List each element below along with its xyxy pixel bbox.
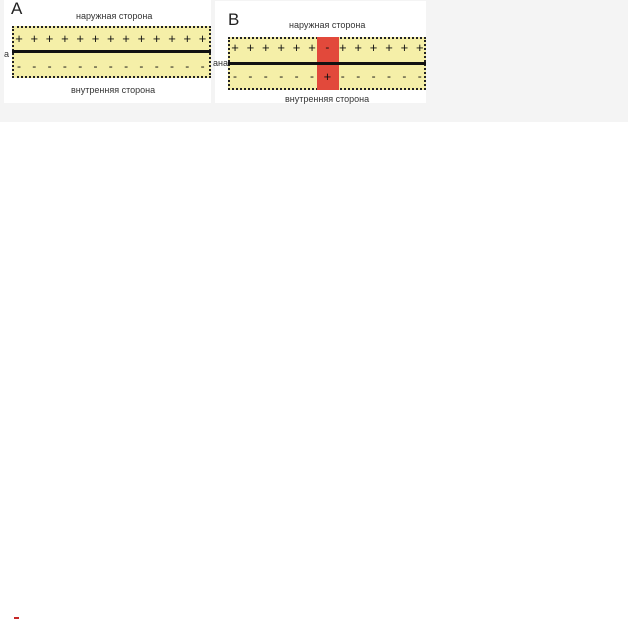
panel-a-top-plus-sign: + [152,31,161,46]
panel-a-bottom-minus-sign: - [170,59,174,73]
panel-b-top-plus-sign: + [369,40,378,55]
panel-b-outer-label: наружная сторона [289,20,366,30]
panel-b-bottom-minus-sign: - [340,69,345,83]
panel-b-top-plus-sign: + [416,40,424,55]
panel-b-inner-label: внутренняя сторона [285,94,370,104]
panel-a-bottom-minus-sign: - [185,59,190,73]
panel-a-membrane-line [12,50,211,53]
panel-b-bottom-minus-sign: - [387,69,391,83]
panel-a-bottom-minus-sign: - [47,59,52,73]
panel-b-letter: B [228,10,240,29]
panel-a-outer-label: наружная сторона [76,11,153,21]
panel-a-bottom-minus-sign: - [62,59,67,73]
panel-a-bottom-minus-sign: - [124,59,129,73]
panel-a-bottom-minus-sign: - [139,59,144,73]
panel-a-top-plus-sign: + [15,31,23,46]
panel-a-cut-label: а [4,49,10,59]
panel-b-bottom-minus-sign: - [417,69,422,83]
panel-b-bottom-minus-sign: - [233,69,237,83]
panel-b-bottom-minus-sign: - [248,69,253,83]
panel-b-cut-label: ана [213,58,228,68]
panel-b-top-plus-sign: + [308,40,316,55]
panel-a-bottom-minus-sign: - [32,59,37,73]
panel-a-inner-label: внутренняя сторона [71,85,156,95]
panel-a-top-plus-sign: + [198,31,207,46]
panel-b-top-plus-sign: + [354,40,362,55]
panel-a-top-plus-sign: + [45,31,54,46]
panel-a-bottom-minus-sign: - [93,59,98,73]
panel-a-top-plus-sign: + [76,31,84,46]
panel-b-membrane-line [228,62,426,65]
panel-a-bottom-minus-sign: - [108,59,113,73]
panel-a-top-plus-sign: + [137,31,146,46]
panel-b-top-plus-sign: + [246,40,255,55]
panel-a-letter: A [11,0,23,18]
panel-b-top-plus-sign: + [292,40,301,55]
panel-b-bottom-minus-sign: - [371,69,376,83]
panel-b-bottom-minus-sign: - [356,69,361,83]
panel-b-top-plus-sign: + [277,40,285,55]
panel-b-bottom-minus-sign: - [310,69,314,83]
panel-a [4,0,211,103]
panel-a-bottom-minus-sign: - [200,59,205,73]
panel-a-top-plus-sign: + [61,31,69,46]
panel-b-bottom-plus-sign: + [323,69,332,84]
panel-a-bottom-minus-sign: - [78,59,83,73]
panel-a-top-plus-sign: + [183,31,192,46]
panel-b-top-plus-sign: + [400,40,409,55]
panel-b [215,1,426,103]
panel-a-top-plus-sign: + [122,31,130,46]
panel-b-bottom-minus-sign: - [402,69,407,83]
panel-b-bottom-minus-sign: - [279,69,284,83]
panel-a-top-plus-sign: + [107,31,115,46]
panel-b-top-plus-sign: + [262,40,270,55]
panel-a-bottom-minus-sign: - [154,59,159,73]
panel-b-top-plus-sign: + [385,40,393,55]
panel-b-top-minus-sign: - [325,40,330,54]
panel-a-top-plus-sign: + [91,31,100,46]
panel-a-top-plus-sign: + [30,31,39,46]
panel-a-top-plus-sign: + [168,31,176,46]
panel-a-bottom-minus-sign: - [17,59,21,73]
panel-b-bottom-minus-sign: - [263,69,268,83]
panel-b-top-plus-sign: + [231,40,239,55]
panel-b-top-plus-sign: + [339,40,347,55]
panel-b-bottom-minus-sign: - [294,69,299,83]
